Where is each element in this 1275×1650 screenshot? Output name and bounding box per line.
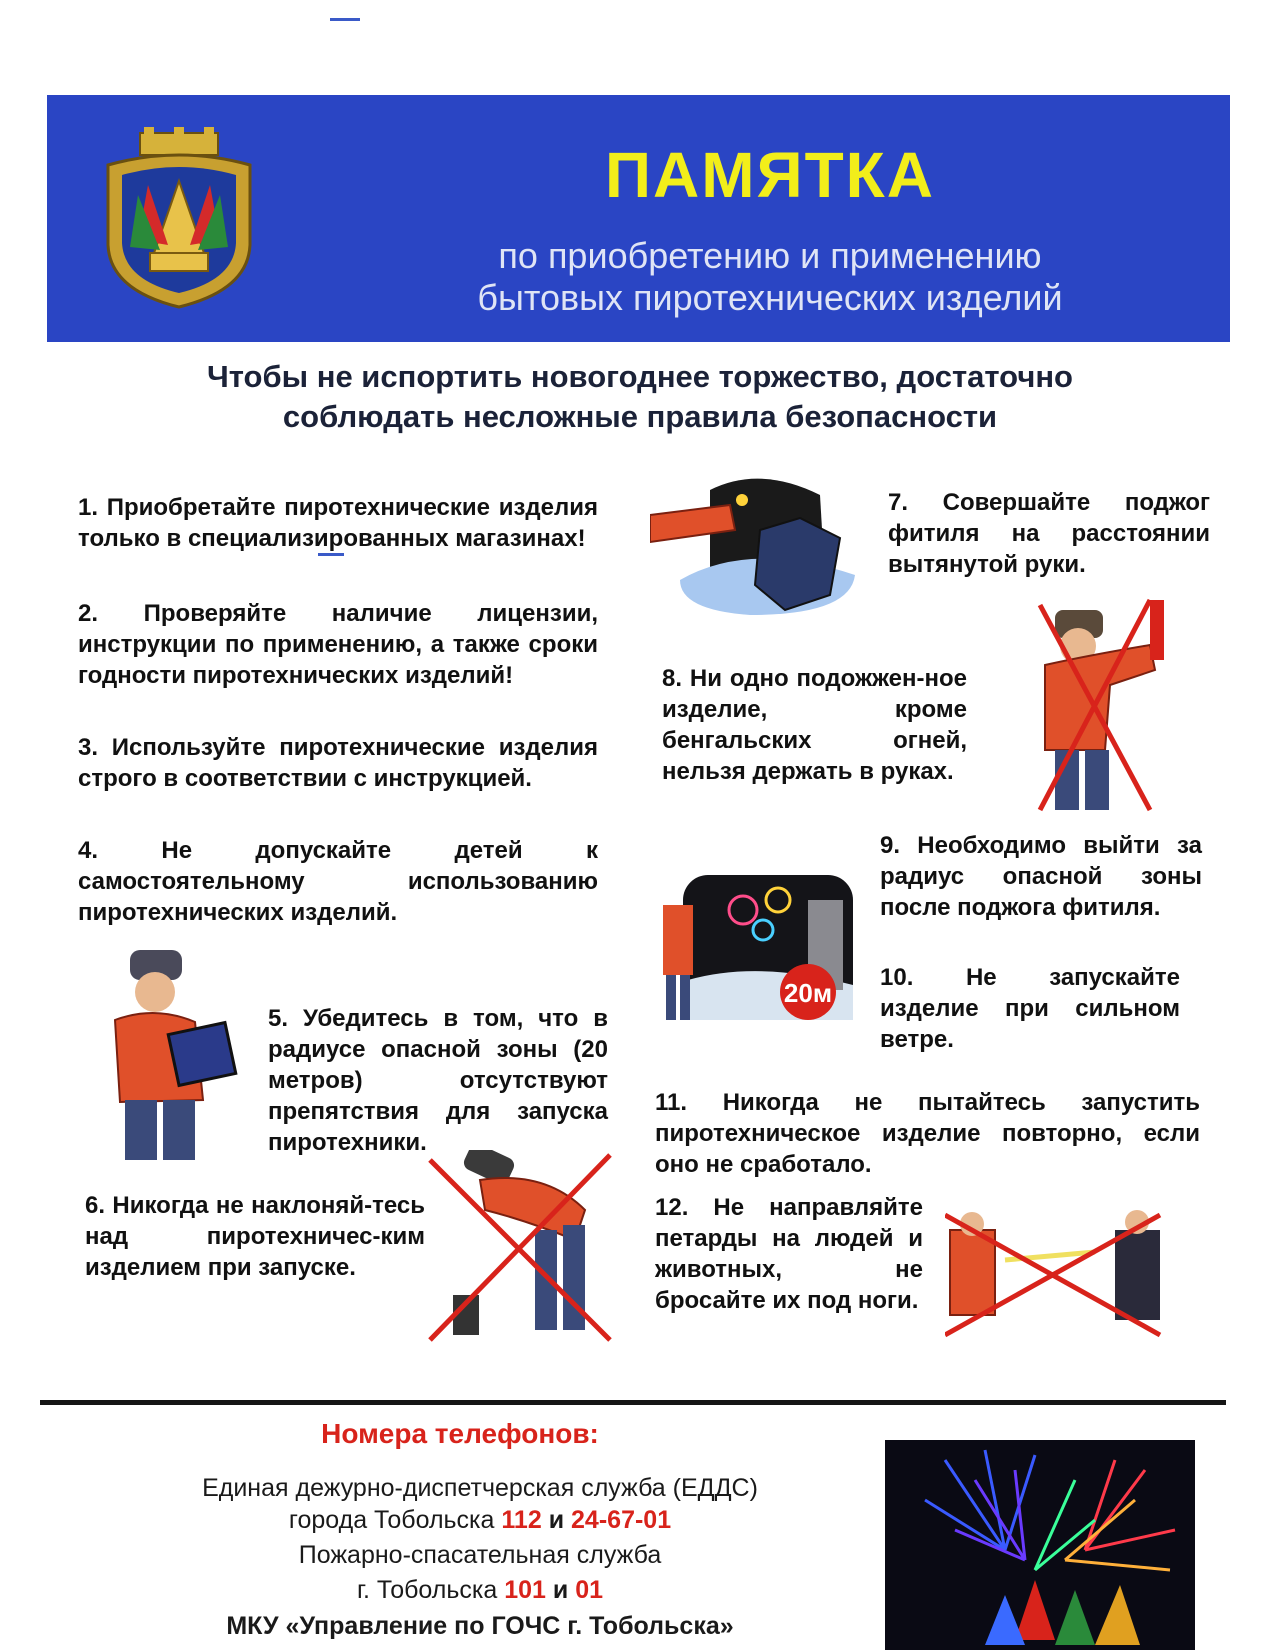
holding-firework-illustration bbox=[1000, 590, 1200, 815]
fire-service-line-1: Пожарно-спасательная служба bbox=[298, 1541, 662, 1569]
edds-phone-1: 112 bbox=[501, 1506, 542, 1534]
footer-organization: МКУ «Управление по ГОЧС г. Тобольска» bbox=[226, 1612, 734, 1640]
rule-1: 1. Приобретайте пиротехнические изделия только в специализированных магазинах! bbox=[78, 494, 598, 552]
fire-city: г. Тобольска bbox=[356, 1576, 498, 1604]
throwing-firecracker-illustration bbox=[945, 1210, 1175, 1340]
intro-line-2: соблюдать несложные правила безопасности bbox=[282, 399, 998, 434]
subtitle-line-1: по приобретению и применению bbox=[498, 235, 1042, 276]
fire-phone-2: 01 bbox=[575, 1576, 604, 1604]
rule-5: 5. Убедитесь в том, что в радиусе опасной зоны (20 метров) отсутствуют препятствия для запуска пиротехники. bbox=[268, 1005, 608, 1156]
man-with-firework-illustration bbox=[95, 950, 245, 1165]
rule-12: 12. Не направляйте петарды на людей и животных, не бросайте их под ноги. bbox=[655, 1194, 923, 1314]
phones-title: Номера телефонов: bbox=[321, 1418, 599, 1449]
section-divider bbox=[40, 1400, 1226, 1405]
scan-mark bbox=[330, 18, 360, 21]
lighting-fuse-illustration bbox=[650, 470, 860, 620]
rule-2: 2. Проверяйте наличие лицензии, инструкции по применению, а также сроки годности пиротехнических изделий! bbox=[78, 600, 598, 689]
and-label-2: и bbox=[552, 1576, 569, 1604]
fire-service-line-2 bbox=[100, 1576, 860, 1605]
edds-line-2 bbox=[100, 1506, 860, 1535]
rule-10: 10. Не запускайте изделие при сильном ветре. bbox=[880, 964, 1180, 1053]
edds-line-1: Единая дежурно-диспетчерская служба (ЕДДС) bbox=[202, 1474, 758, 1502]
edds-phone-2: 24-67-01 bbox=[571, 1506, 672, 1534]
rule-6: 6. Никогда не наклоняй-тесь над пиротехничес-ким изделием при запуске. bbox=[85, 1192, 425, 1281]
rule-11: 11. Никогда не пытайтесь запустить пиротехническое изделие повторно, если оно не сработало. bbox=[655, 1089, 1200, 1178]
intro-text bbox=[100, 357, 1180, 437]
danger-zone-badge: 20м bbox=[783, 978, 833, 1008]
rule-3: 3. Используйте пиротехнические изделия строго в соответствии с инструкцией. bbox=[78, 734, 598, 792]
scan-mark-2 bbox=[318, 553, 344, 556]
bending-over-firework-illustration bbox=[425, 1150, 615, 1345]
rule-4: 4. Не допускайте детей к самостоятельному использованию пиротехнических изделий. bbox=[78, 837, 598, 926]
rule-9: 9. Необходимо выйти за радиус опасной зоны после поджога фитиля. bbox=[880, 832, 1202, 921]
subtitle-line-2: бытовых пиротехнических изделий bbox=[477, 277, 1063, 318]
fire-phone-1: 101 bbox=[504, 1576, 546, 1604]
fireworks-image bbox=[885, 1440, 1195, 1650]
edds-city: города Тобольска bbox=[288, 1506, 495, 1534]
rule-8: 8. Ни одно подожжен-ное изделие, кроме бенгальских огней, нельзя держать в руках. bbox=[662, 665, 967, 785]
rule-7: 7. Совершайте поджог фитиля на расстоянии вытянутой руки. bbox=[888, 489, 1210, 578]
danger-zone-illustration bbox=[658, 860, 863, 1025]
page-subtitle bbox=[370, 235, 1170, 319]
coat-of-arms-icon bbox=[98, 125, 260, 310]
intro-line-1: Чтобы не испортить новогоднее торжество, достаточно bbox=[207, 359, 1073, 394]
page-title: ПАМЯТКА bbox=[605, 139, 935, 211]
and-label: и bbox=[548, 1506, 565, 1534]
